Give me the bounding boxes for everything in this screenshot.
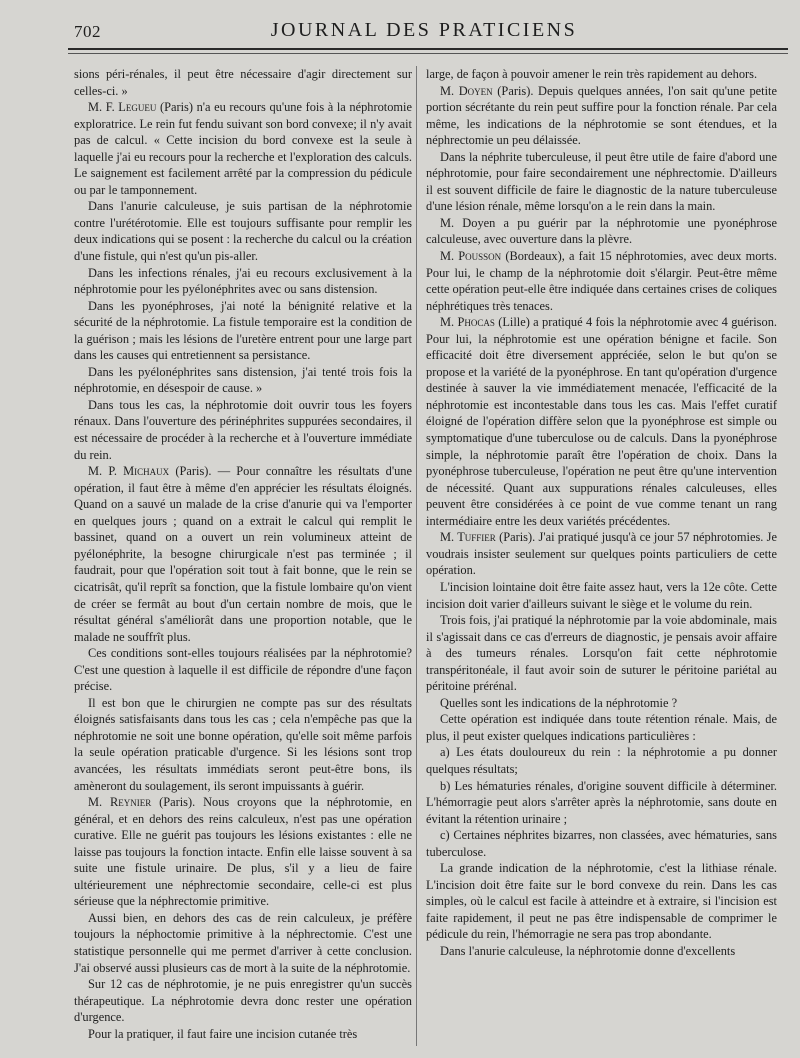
paragraph	[74, 463, 412, 645]
paragraph-text: Dans tous les cas, la néphrotomie doit ouvrir tous les foyers rénaux. Dans l'ouverture des périnéphrites suppurées secondaires, il est nécessaire de procéder à la recherche et à l'ouverture immédiate du rein.	[74, 397, 412, 462]
paragraph-text: (Paris). — Pour connaître les résultats d'une opération, il faut être à même d'en apprécier les résultats éloignés. Quand on a sauvé un malade de la crise d'anurie qui va l'emporter en quelques jours ; quand on a extrait le calcul qui remplit le bassinet, quand on a ouvert un rein volumineux atteint de pyélonéphrite, la besogne chirurgicale n'est pas terminée ; il faudrait, pour que l'opération soit tout à fait bonne, que le rein se cicatrisât, qu'il reprît sa fonction, que la fistule lombaire qu'on vient de créer se fermât au bout d'un certain nombre de mois, que le résultat général s'améliorât dans une proportion notable, que le malade ne souffrît plus.	[74, 464, 412, 644]
paragraph	[426, 248, 777, 314]
paragraph	[426, 215, 777, 248]
paragraph-text: M. Doyen a pu guérir par la néphrotomie une pyonéphrose calculeuse, avec ouverture dans la plèvre.	[426, 215, 777, 247]
paragraph-text: (Paris) n'a eu recours qu'une fois à la néphrotomie exploratrice. Le rein fut fendu suivant son bord convexe; il n'y avait pas de calcul. « Cette incision du bord convexe est la seule à laquelle j'ai eu recours pour la recherche et l'exploration des calculs. Le saignement est facilement arrêté par la compression du pédicule ou par le tamponnement.	[74, 100, 413, 197]
header-rule-thin	[68, 53, 788, 54]
paragraph	[426, 149, 777, 215]
journal-title: JOURNAL DES PRATICIENS	[270, 19, 578, 41]
paragraph-text: sions péri-rénales, il peut être nécessaire d'agir directement sur celles-ci. »	[74, 67, 412, 98]
paragraph	[74, 298, 412, 364]
paragraph	[74, 364, 412, 397]
left-column	[74, 66, 412, 1042]
paragraph-text: Aussi bien, en dehors des cas de rein calculeux, je préfère toujours la néphoctomie primitive à la néphrectomie. C'est une statistique personnelle qui me permet d'arriver à cette conclusion. J'ai observé aussi plusieurs cas de mort à la suite de la néphrotomie.	[74, 910, 412, 975]
paragraph	[74, 198, 412, 264]
paragraph-text: large, de façon à pouvoir amener le rein très rapidement au dehors.	[426, 67, 758, 81]
paragraph-text: Dans l'anurie calculeuse, la néphrotomie donne d'excellents	[440, 943, 736, 958]
paragraph	[426, 579, 777, 612]
paragraph-text: La grande indication de la néphrotomie, c'est la lithiase rénale. L'incision doit être faite sur le bord convexe du rein. Dans les cas simples, où le calcul est facile à atteindre et à extraire, si l'incision est faite rapidement, il peut ne pas être indispensable de comprimer le pédicule du rein, l'hémorragie ne sera pas trop abondante.	[426, 861, 777, 942]
paragraph	[74, 66, 412, 99]
paragraph	[74, 397, 412, 463]
paragraph	[426, 711, 777, 744]
speaker-name: M. Reynier	[88, 795, 152, 810]
paragraph-text: Dans les pyonéphroses, j'ai noté la bénignité relative et la sécurité de la néphrotomie. La fistule temporaire est la condition de la guérison ; mais les lésions de l'uretère entrent pour une large part dans les causes qui entretiennent sa persistance.	[74, 298, 412, 363]
paragraph-text: Trois fois, j'ai pratiqué la néphrotomie par la voie abdominale, mais il s'agissait dans ce cas d'erreurs de diagnostic, je pensais avoir affaire à des tumeurs rénales. Lorsqu'on fait cette néphrotomie transpéritonéale, il faut avoir soin de suturer le péritoine pariétal au péritoine prérénal.	[426, 613, 777, 694]
speaker-name: M. Phocas	[440, 315, 495, 330]
speaker-name: M. Doyen	[440, 83, 493, 98]
paragraph-text: Dans les pyélonéphrites sans distension, j'ai tenté trois fois la néphrotomie, en désespoir de cause. »	[74, 364, 412, 396]
column-divider	[416, 66, 417, 1046]
paragraph	[426, 744, 777, 777]
paragraph	[74, 645, 412, 695]
paragraph	[426, 66, 777, 83]
page-header	[68, 14, 780, 44]
paragraph-text: Pour la pratiquer, il faut faire une incision cutanée très	[88, 1026, 358, 1041]
paragraph-text: Sur 12 cas de néphrotomie, je ne puis enregistrer qu'un succès thérapeutique. La néphrotomie devra donc rester une opération d'urgence.	[74, 977, 412, 1025]
speaker-name: M. P. Michaux	[88, 464, 170, 479]
paragraph	[426, 314, 777, 529]
header-rule	[68, 48, 788, 50]
paragraph-text: (Lille) a pratiqué 4 fois la néphrotomie avec 4 guérison. Pour lui, la néphrotomie est une opération bénigne et facile. Son efficacité doit être diversement appréciée, selon le but qu'on se propose et la variété de la pyonéphrose. En tant qu'opération d'urgence destinée à sauver la vie immédiatement menacée, l'efficacité de la néphrotomie est incontestable dans tous les cas. Mais l'effet curatif éloigné de l'opération diffère selon que la pyonéphrose est simple ou symptomatique d'une tuberculose ou de calculs. Dans la pyonéphrose simple, la néphrotomie paraît être l'opération de choix. Dans la pyonéphrose tuberculeuse, l'opération ne peut être qu'une intervention de nécessité. Quant aux suppurations rénales calculeuses, elles peuvent être considérées à ce point de vue comme tenant un rang intermédiaire entre les deux variétés précédentes.	[426, 315, 777, 528]
paragraph-text: (Paris). Depuis quelques années, l'on sait qu'une petite portion sécrétante du rein peut suffire pour la fonction rénale. Par cela même, les indications de la néphrotomie se sont étendues, et la néphrectomie un peu délaissée.	[426, 83, 777, 148]
paragraph	[426, 612, 777, 695]
paragraph-text: a) Les états douloureux du rein : la néphrotomie a pu donner quelques résultats;	[426, 745, 777, 776]
speaker-name: M. Tuffier	[440, 530, 496, 545]
speaker-name: M. Pousson	[440, 249, 502, 264]
paragraph-text: Il est bon que le chirurgien ne compte pas sur des résultats éloignés satisfaisants dans tous les cas ; cela n'empêche pas que la néphrotomie ne soit une bonne opération, qu'elle soit même parfois la seule opération praticable d'urgence. Si les lésions sont trop avancées, les résultats immédiats seront peut-être bons, ils amèneront du soulagement, ils seront impuissants à guérir.	[74, 695, 412, 793]
paragraph	[74, 910, 412, 976]
paragraph	[74, 976, 412, 1026]
paragraph	[426, 943, 777, 960]
paragraph-text: b) Les hématuries rénales, d'origine souvent difficile à déterminer. L'hémorragie peut alors s'arrêter après la néphrotomie, sans doute en évitant la rétention urinaire ;	[426, 778, 777, 826]
paragraph-text: Cette opération est indiquée dans toute rétention rénale. Mais, de plus, il peut exister quelques indications particulières :	[426, 712, 777, 743]
paragraph-text: (Paris). J'ai pratiqué jusqu'à ce jour 57 néphrotomies. Je voudrais insister seulement sur quelques points particuliers de cette opération.	[426, 530, 777, 578]
paragraph	[426, 695, 777, 712]
paragraph	[74, 265, 412, 298]
paragraph-text: Dans les infections rénales, j'ai eu recours exclusivement à la néphrotomie pour les pyélonéphrites avec ou sans distension.	[74, 265, 412, 297]
paragraph	[74, 99, 412, 198]
paragraph	[426, 529, 777, 579]
speaker-name: M. F. Legueu	[88, 100, 157, 115]
paragraph-text: Quelles sont les indications de la néphrotomie ?	[440, 695, 678, 710]
right-column	[426, 66, 777, 960]
paragraph	[426, 860, 777, 943]
paragraph	[74, 1026, 412, 1043]
paragraph-text: (Paris). Nous croyons que la néphrotomie, en général, et en dehors des reins calculeux, n'est pas une opération curative. Elle ne guérit pas toujours les lésions existantes : elle ne laisse pas toujours la fonction intacte. Enfin elle laisse souvent à sa suite une fistule urinaire. De plus, s'il y a lieu de faire ultérieurement une néphrectomie secondaire, celle-ci est plus sérieuse que la néphrectomie primitive.	[74, 795, 412, 909]
paragraph-text: Dans l'anurie calculeuse, je suis partisan de la néphrotomie contre l'urétérotomie. Elle est toujours suffisante pour remplir les deux indications qui se posent : la recherche du calcul ou la création d'une fistule, qui n'est qu'un pis-aller.	[74, 199, 412, 264]
paragraph	[74, 794, 412, 910]
page-number: 702	[74, 22, 101, 41]
paragraph	[74, 695, 412, 794]
paragraph	[426, 827, 777, 860]
paragraph-text: Ces conditions sont-elles toujours réalisées par la néphrotomie? C'est une question à laquelle il est difficile de répondre d'une façon précise.	[74, 646, 412, 694]
paragraph-text: c) Certaines néphrites bizarres, non classées, avec hématuries, sans tuberculose.	[426, 828, 777, 859]
paragraph	[426, 778, 777, 828]
paragraph-text: (Bordeaux), a fait 15 néphrotomies, avec deux morts. Pour lui, le champ de la néphrotomie doit s'élargir. Peut-être même cette opération peut-elle être indiquée dans certaines crises de coliques néphrétiques très tenaces.	[426, 249, 777, 313]
paragraph-text: L'incision lointaine doit être faite assez haut, vers la 12e côte. Cette incision doit varier d'ailleurs suivant le siège et le volume du rein.	[426, 579, 777, 611]
paragraph-text: Dans la néphrite tuberculeuse, il peut être utile de faire d'abord une néphrotomie, pour faire secondairement une néphrectomie. D'ailleurs il est souvent difficile de faire le diagnostic de la nature tuberculeuse d'une lésion rénale, même lorsqu'on a le rein dans la main.	[426, 149, 777, 214]
paragraph	[426, 83, 777, 149]
